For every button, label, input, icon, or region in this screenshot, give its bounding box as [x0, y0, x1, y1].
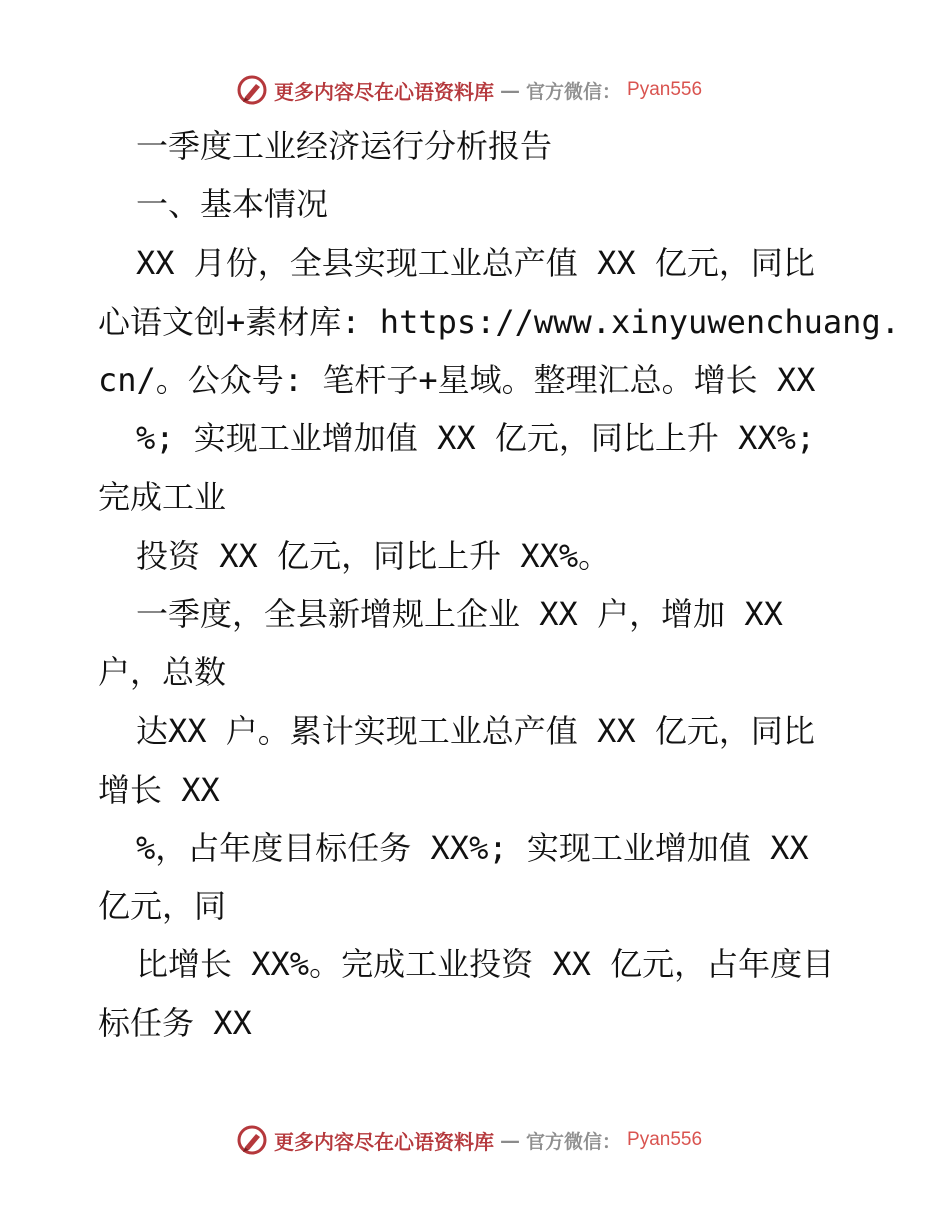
banner-separator: — — [500, 78, 520, 102]
banner-slogan: 更多内容尽在心语资料库 — [274, 79, 494, 104]
document-title: 一季度工业经济运行分析报告 — [136, 127, 553, 165]
paragraph-line: XX 月份，全县实现工业总产值 XX 亿元，同比 — [136, 244, 815, 282]
paragraph-line: 亿元，同 — [98, 887, 227, 925]
banner-contact-id: Pyan556 — [627, 1129, 703, 1150]
paragraph-line: 达XX 户。累计实现工业总产值 XX 亿元，同比 — [136, 712, 815, 750]
paragraph-line: %，占年度目标任务 XX%; 实现工业增加值 XX — [136, 829, 809, 867]
paragraph-line: 完成工业 — [98, 478, 227, 516]
paragraph-line: 增长 XX — [98, 771, 220, 809]
footer-banner — [236, 1122, 702, 1158]
banner-contact-label: 官方微信： — [526, 80, 622, 103]
paragraph-line: 户，总数 — [98, 653, 227, 691]
banner-contact-id: Pyan556 — [627, 79, 703, 100]
paragraph-line: 标任务 XX — [98, 1004, 252, 1042]
banner-slogan: 更多内容尽在心语资料库 — [274, 1129, 494, 1154]
paragraph-line: 投资 XX 亿元，同比上升 XX%。 — [136, 537, 611, 575]
header-banner — [236, 72, 702, 108]
section-heading: 一、基本情况 — [136, 185, 329, 223]
pen-logo-icon — [236, 74, 268, 106]
paragraph-line: cn/。公众号: 笔杆子+星域。整理汇总。增长 XX — [98, 361, 816, 399]
banner-contact-label: 官方微信： — [526, 1130, 622, 1153]
paragraph-line: 一季度，全县新增规上企业 XX 户，增加 XX — [136, 595, 783, 633]
paragraph-line: 比增长 XX%。完成工业投资 XX 亿元，占年度目 — [136, 945, 835, 983]
paragraph-line: %; 实现工业增加值 XX 亿元，同比上升 XX%; — [136, 419, 816, 457]
banner-separator: — — [500, 1128, 520, 1152]
paragraph-line: 心语文创+素材库: https://www.xinyuwenchuang. — [98, 303, 900, 341]
pen-logo-icon — [236, 1124, 268, 1156]
